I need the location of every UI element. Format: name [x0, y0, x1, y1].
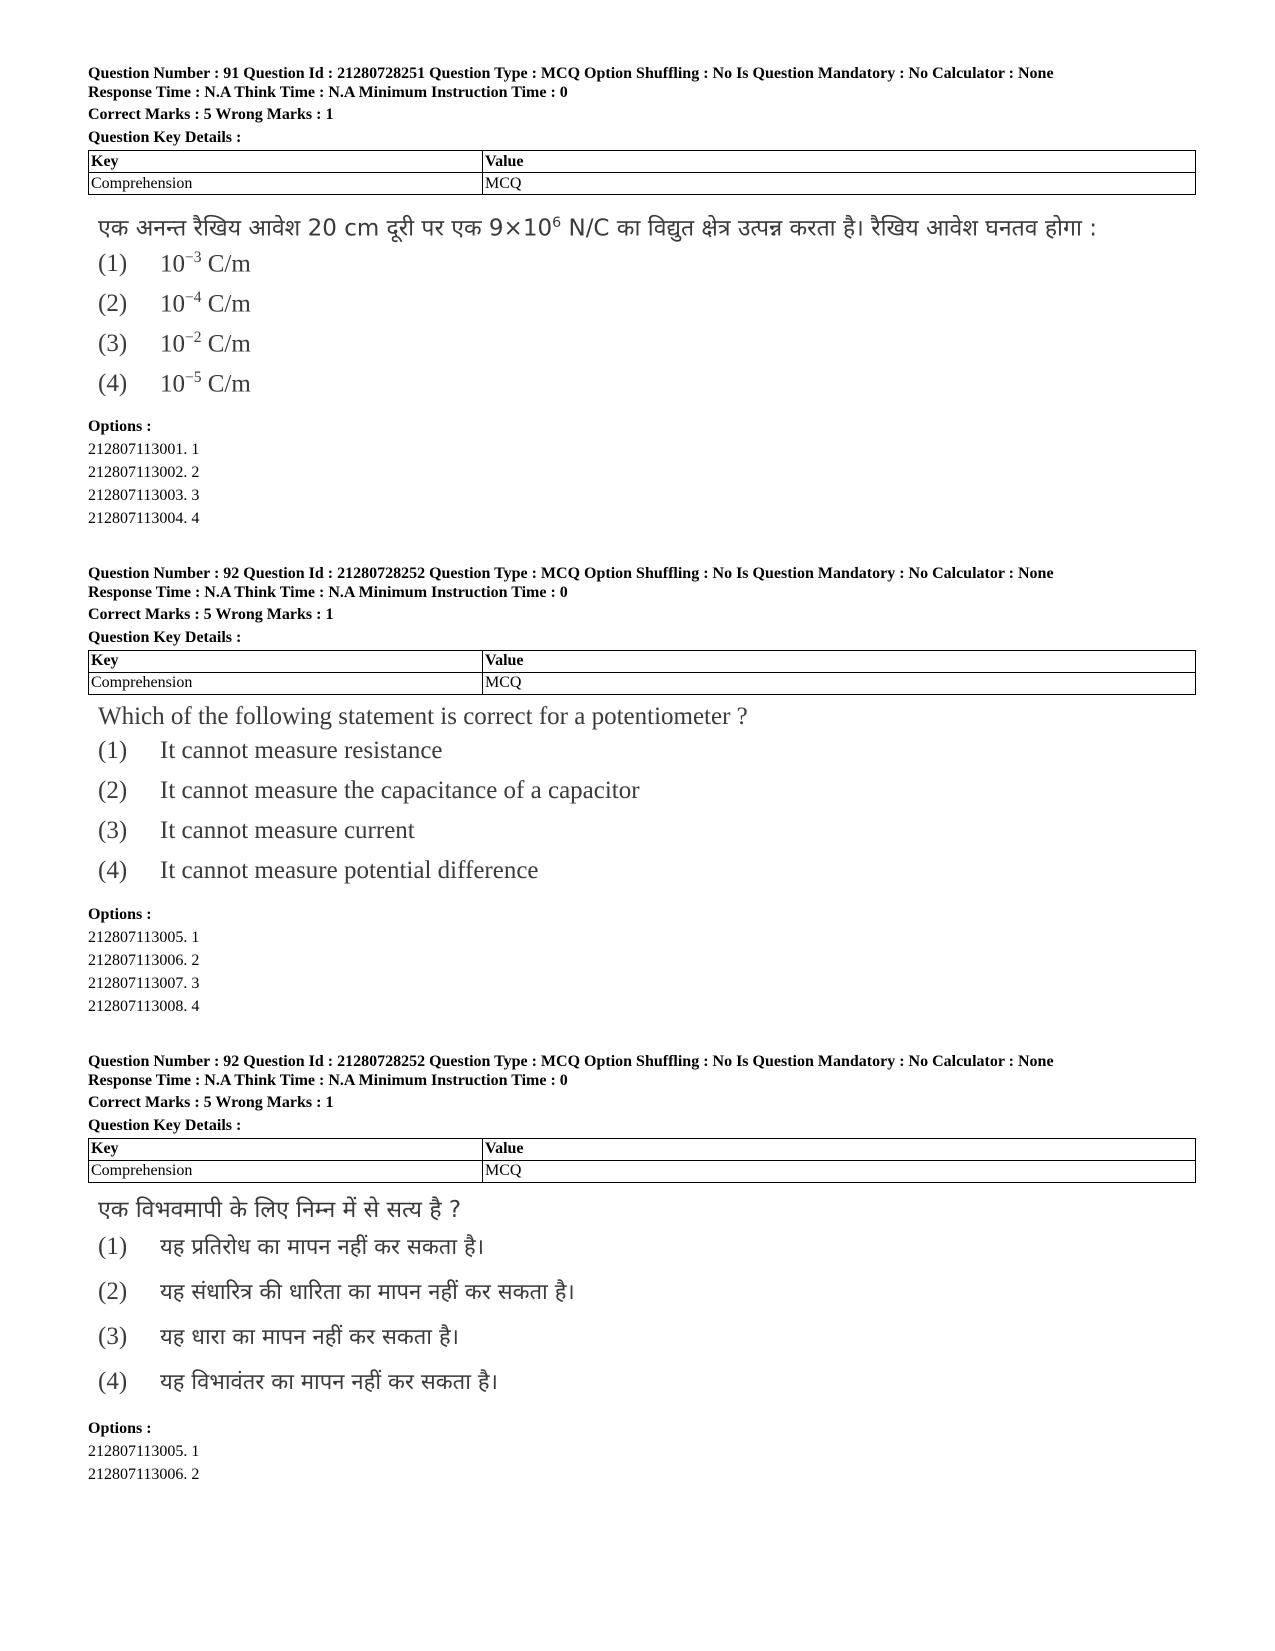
option-id-item: 212807113005. 1 [88, 1442, 200, 1460]
key-details-table [88, 150, 1196, 195]
choice-exponent: −3 [185, 248, 202, 266]
question-block-91 [88, 64, 1198, 530]
choice-item [98, 1276, 1198, 1321]
option-id-item: 212807113001. 1 [88, 440, 200, 458]
key-details-table [88, 650, 1196, 695]
value-header-cell: Value [483, 650, 1196, 672]
option-id-item: 212807113004. 4 [88, 509, 200, 527]
value-cell: MCQ [483, 672, 1196, 694]
key-header-cell: Key [89, 1138, 483, 1160]
choice-base: 10 [160, 369, 185, 397]
key-cell: Comprehension [89, 173, 483, 195]
key-cell: Comprehension [89, 1160, 483, 1182]
key-cell: Comprehension [89, 672, 483, 694]
key-details-table [88, 1138, 1196, 1183]
choice-item [98, 777, 1198, 817]
choice-number: (1) [98, 249, 128, 277]
choice-text: It cannot measure potential difference [160, 856, 539, 884]
option-id-item: 212807113008. 4 [88, 997, 200, 1015]
choice-item [98, 289, 1198, 329]
choice-number: (3) [98, 1322, 128, 1350]
choice-number: (1) [98, 736, 128, 764]
choice-text [160, 329, 251, 358]
choice-text: It cannot measure resistance [160, 736, 443, 764]
question-text [98, 203, 1198, 249]
option-id-item: 212807113002. 2 [88, 463, 200, 481]
option-id-item: 212807113005. 1 [88, 928, 200, 946]
choice-text [160, 369, 251, 398]
choice-text [160, 289, 251, 318]
key-header-cell: Key [89, 650, 483, 672]
question-text-part-2: N/C का विद्युत क्षेत्र उत्पन्न करता है। रैखिय आवेश घनतव होगा : [561, 215, 1097, 242]
choice-text: यह प्रतिरोध का मापन नहीं कर सकता है। [160, 1234, 485, 1260]
choice-item [98, 817, 1198, 857]
choice-unit: C/m [201, 329, 251, 357]
question-block-92-english [88, 564, 1198, 1018]
options-label: Options : [88, 905, 152, 923]
question-meta-line-2: Response Time : N.A Think Time : N.A Minimum Instruction Time : 0 [88, 84, 568, 101]
key-table-row [89, 672, 1196, 694]
choice-text: यह संधारित्र की धारिता का मापन नहीं कर सकता है। [160, 1279, 575, 1305]
key-table-header-row [89, 151, 1196, 173]
question-meta-line-1: Question Number : 92 Question Id : 21280728252 Question Type : MCQ Option Shuffling : No Is Question Mandatory : No Calculator : None [88, 1052, 1054, 1070]
question-marks: Correct Marks : 5 Wrong Marks : 1 [88, 605, 334, 623]
choice-item [98, 737, 1198, 777]
choice-item [98, 857, 1198, 897]
question-meta [88, 564, 1198, 624]
choice-text: It cannot measure current [160, 816, 415, 844]
choice-exponent: −2 [185, 328, 202, 346]
choice-unit: C/m [201, 249, 251, 277]
choice-number: (2) [98, 289, 128, 317]
options-label: Options : [88, 417, 152, 435]
choice-item [98, 1231, 1198, 1276]
choice-exponent: −5 [185, 368, 202, 386]
choice-base: 10 [160, 249, 185, 277]
choice-number: (4) [98, 1367, 128, 1395]
choice-text: यह विभावंतर का मापन नहीं कर सकता है। [160, 1369, 498, 1395]
question-text-superscript: 6 [552, 215, 562, 231]
choice-number: (3) [98, 329, 128, 357]
option-id-item: 212807113003. 3 [88, 486, 200, 504]
value-cell: MCQ [483, 173, 1196, 195]
value-cell: MCQ [483, 1160, 1196, 1182]
question-text-part-1: एक अनन्त रैखिय आवेश 20 cm दूरी पर एक 9×10 [98, 215, 553, 242]
question-text: Which of the following statement is correct for a potentiometer ? [98, 702, 748, 730]
choice-item [98, 329, 1198, 369]
choice-number: (4) [98, 856, 128, 884]
question-meta [88, 1052, 1198, 1112]
choice-unit: C/m [201, 289, 251, 317]
options-label: Options : [88, 1419, 152, 1437]
question-paper-page [88, 64, 1198, 1520]
question-block-92-hindi [88, 1052, 1198, 1486]
key-details-label: Question Key Details : [88, 628, 242, 646]
choice-exponent: −4 [185, 288, 202, 306]
choice-base: 10 [160, 289, 185, 317]
question-text: एक विभवमापी के लिए निम्न में से सत्य है ? [98, 1196, 462, 1223]
choice-unit: C/m [201, 369, 251, 397]
question-content [98, 697, 1198, 897]
question-meta-line-2: Response Time : N.A Think Time : N.A Minimum Instruction Time : 0 [88, 583, 568, 601]
key-details-label: Question Key Details : [88, 129, 242, 146]
question-marks: Correct Marks : 5 Wrong Marks : 1 [88, 106, 334, 123]
choice-item [98, 369, 1198, 409]
choice-text: It cannot measure the capacitance of a capacitor [160, 776, 640, 804]
choice-number: (2) [98, 1277, 128, 1305]
choice-number: (3) [98, 816, 128, 844]
question-content [98, 203, 1198, 409]
value-header-cell: Value [483, 151, 1196, 173]
key-details-label: Question Key Details : [88, 1116, 242, 1134]
choice-item [98, 1366, 1198, 1411]
key-header-cell: Key [89, 151, 483, 173]
key-table-header-row [89, 650, 1196, 672]
question-content [98, 1189, 1198, 1411]
choice-item [98, 1321, 1198, 1366]
choice-number: (1) [98, 1232, 128, 1260]
question-meta [88, 64, 1198, 124]
option-id-item: 212807113006. 2 [88, 1465, 200, 1483]
key-table-row [89, 1160, 1196, 1182]
choice-base: 10 [160, 329, 185, 357]
option-id-item: 212807113007. 3 [88, 974, 200, 992]
choice-text: यह धारा का मापन नहीं कर सकता है। [160, 1324, 459, 1350]
key-table-header-row [89, 1138, 1196, 1160]
option-id-item: 212807113006. 2 [88, 951, 200, 969]
choice-text [160, 249, 251, 278]
question-marks: Correct Marks : 5 Wrong Marks : 1 [88, 1093, 334, 1111]
value-header-cell: Value [483, 1138, 1196, 1160]
key-table-row [89, 173, 1196, 195]
question-meta-line-1: Question Number : 91 Question Id : 21280728251 Question Type : MCQ Option Shuffling : No Is Question Mandatory : No Calculator : None [88, 65, 1054, 82]
choice-number: (4) [98, 369, 128, 397]
question-meta-line-2: Response Time : N.A Think Time : N.A Minimum Instruction Time : 0 [88, 1071, 568, 1089]
choice-item [98, 249, 1198, 289]
choice-number: (2) [98, 776, 128, 804]
question-meta-line-1: Question Number : 92 Question Id : 21280728252 Question Type : MCQ Option Shuffling : No Is Question Mandatory : No Calculator : None [88, 564, 1054, 582]
